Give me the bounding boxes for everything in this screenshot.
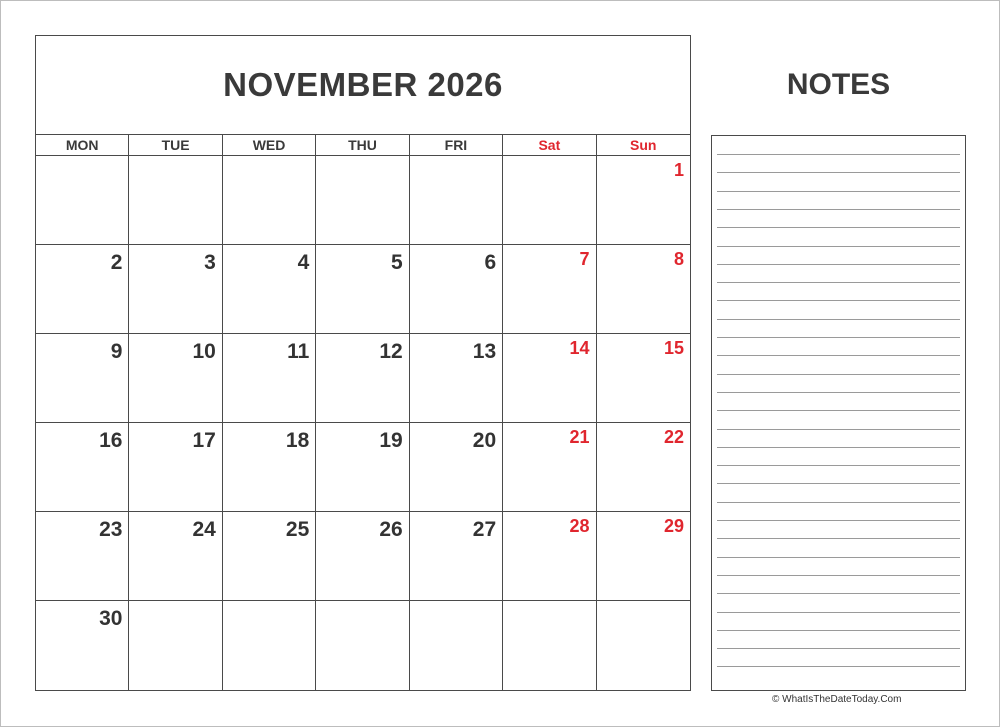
day-cell [410,601,503,690]
day-number: 15 [663,338,684,358]
day-number: 26 [379,518,403,541]
day-cell [316,512,409,601]
day-cell [597,334,690,423]
day-cell [129,512,222,601]
note-line [717,410,960,411]
day-cell [36,601,129,690]
note-line [717,520,960,521]
note-line [717,319,960,320]
day-cell [316,423,409,512]
day-number: 12 [379,340,403,363]
day-number: 5 [391,251,403,274]
notes-title: NOTES [786,68,891,101]
day-cell [36,245,129,334]
day-number: 27 [472,518,497,541]
day-cell [223,601,316,690]
day-number: 21 [569,427,590,447]
day-cell [223,245,316,334]
day-cell [503,245,596,334]
note-line [717,374,960,375]
note-line [717,209,960,210]
day-number: 10 [192,340,216,363]
day-cell [410,423,503,512]
day-number: 17 [192,429,216,452]
weekday-tue: TUE [129,135,222,155]
weekday-thu: THU [316,135,409,155]
day-cell [410,156,503,245]
day-number: 3 [204,251,216,274]
day-cell [503,334,596,423]
day-cell [597,156,690,245]
day-number: 11 [287,340,310,363]
day-number: 18 [285,429,310,452]
day-number: 30 [99,607,123,630]
day-number: 2 [110,251,123,274]
day-cell [129,245,222,334]
day-cell [316,334,409,423]
day-number: 22 [663,427,684,447]
day-cell [410,512,503,601]
calendar-grid [36,156,690,690]
note-line [717,666,960,667]
day-cell [36,334,129,423]
day-number: 28 [569,516,590,536]
notes-box [711,135,966,691]
day-cell [223,334,316,423]
day-cell [503,601,596,690]
weekday-sat: Sat [503,135,596,155]
day-number: 20 [472,429,497,452]
day-cell [597,245,690,334]
day-number: 19 [379,429,403,452]
weekday-fri: FRI [410,135,503,155]
day-cell [36,423,129,512]
note-line [717,575,960,576]
day-number: 1 [673,160,684,180]
note-line [717,593,960,594]
weekday-wed: WED [223,135,316,155]
note-line [717,300,960,301]
weekday-header [36,135,690,156]
note-line [717,337,960,338]
day-number: 14 [569,338,590,358]
day-number: 9 [110,340,123,363]
day-number: 8 [673,249,684,269]
day-cell [129,334,222,423]
day-cell [597,601,690,690]
day-number: 6 [484,251,497,274]
day-cell [36,156,129,245]
note-line [717,282,960,283]
day-cell [316,601,409,690]
footer-copyright: © WhatIsTheDateToday.Com [772,694,902,705]
day-cell [223,512,316,601]
note-line [717,429,960,430]
day-number: 25 [285,518,310,541]
day-number: 16 [99,429,123,452]
weekday-mon: MON [36,135,129,155]
note-line [717,557,960,558]
note-line [717,630,960,631]
day-cell [597,423,690,512]
note-line [717,502,960,503]
day-cell [410,334,503,423]
day-cell [129,423,222,512]
day-cell [503,423,596,512]
day-number: 13 [472,340,497,363]
note-line [717,483,960,484]
day-number: 23 [99,518,123,541]
note-line [717,227,960,228]
day-cell [223,423,316,512]
day-cell [36,512,129,601]
note-line [717,355,960,356]
note-line [717,246,960,247]
note-line [717,447,960,448]
weekday-sun: Sun [630,137,657,153]
note-line [717,538,960,539]
day-cell [503,156,596,245]
note-line [717,392,960,393]
day-number: 7 [579,249,590,269]
day-number: 29 [663,516,684,536]
day-cell [129,156,222,245]
note-line [717,264,960,265]
day-cell [316,156,409,245]
day-cell [129,601,222,690]
note-line [717,154,960,155]
note-line [717,465,960,466]
day-number: 4 [297,251,310,274]
day-cell [503,512,596,601]
note-line [717,648,960,649]
calendar [35,35,691,691]
day-cell [223,156,316,245]
day-number: 24 [192,518,216,541]
note-line [717,172,960,173]
day-cell [597,512,690,601]
day-cell [316,245,409,334]
note-line [717,612,960,613]
calendar-title: NOVEMBER 2026 [36,36,690,135]
note-line [717,191,960,192]
day-cell [410,245,503,334]
